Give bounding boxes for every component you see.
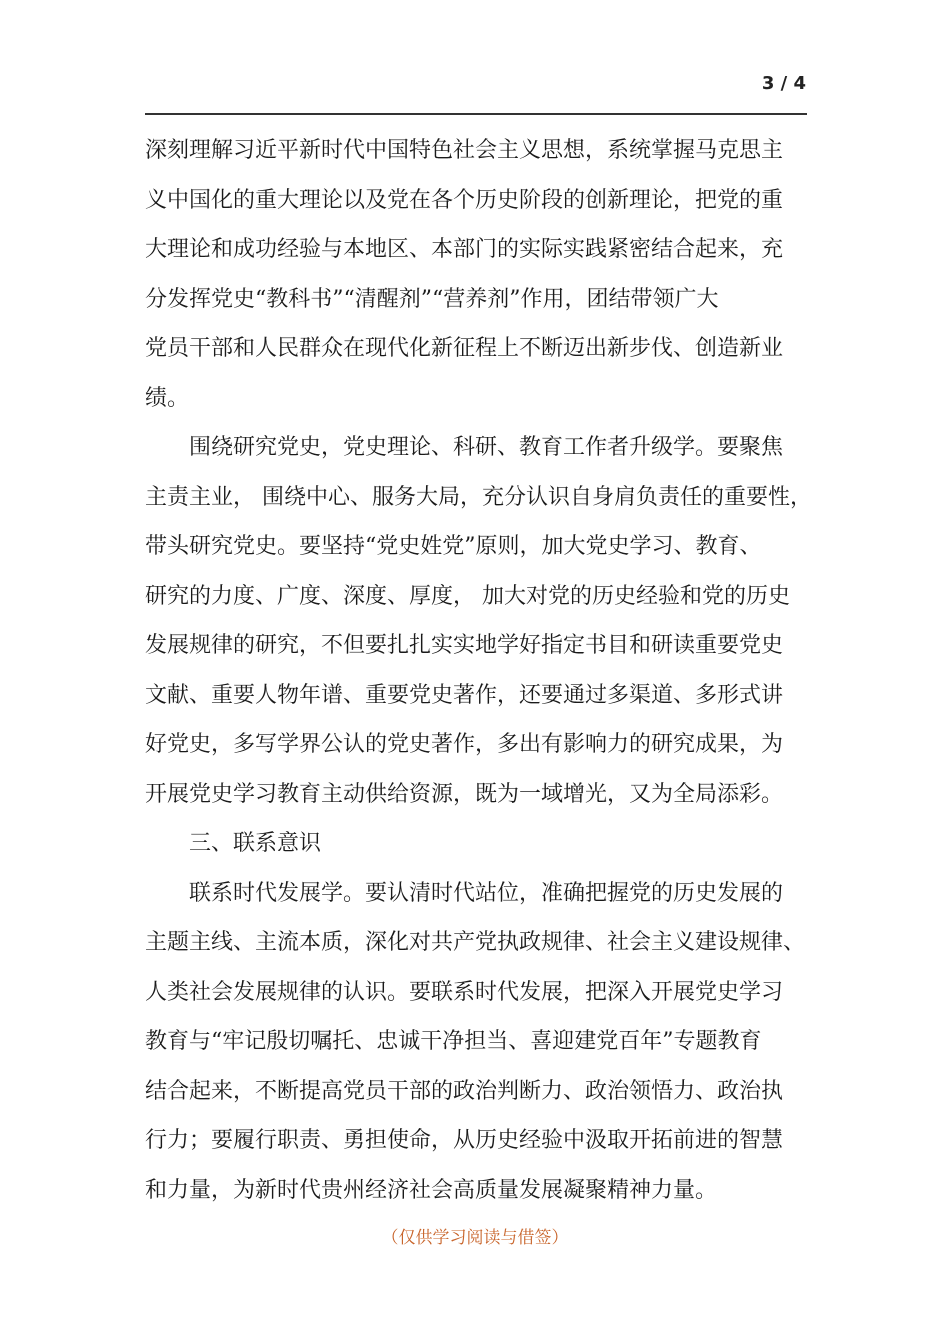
footer-note: （仅供学习阅读与借签） xyxy=(381,1228,569,1248)
text-line: 分发挥党史“教科书”“清醒剂”“营养剂”作用，团结带领广大 xyxy=(145,286,719,312)
text-line: 党员干部和人民群众在现代化新征程上不断迈出新步伐、创造新业 xyxy=(145,336,784,361)
text-line: 围绕研究党史，党史理论、科研、教育工作者升级学。要聚焦 xyxy=(189,435,784,460)
text-line: 研究的力度、广度、深度、厚度， 加大对党的历史经验和党的历史 xyxy=(145,583,790,609)
text-line: 和力量，为新时代贵州经济社会高质量发展凝聚精神力量。 xyxy=(145,1177,718,1203)
text-line: 开展党史学习教育主动供给资源，既为一域增光，又为全局添彩。 xyxy=(145,781,784,807)
text-line: 行力；要履行职责、勇担使命，从历史经验中汲取开拓前进的智慧 xyxy=(145,1128,784,1153)
text-line: 深刻理解习近平新时代中国特色社会主义思想，系统掌握马克思主 xyxy=(145,138,784,163)
page-number: 3 / 4 xyxy=(761,73,806,94)
text-line: 义中国化的重大理论以及党在各个历史阶段的创新理论，把党的重 xyxy=(145,187,784,213)
text-line: 绩。 xyxy=(145,385,190,411)
text-line: 人类社会发展规律的认识。要联系时代发展，把深入开展党史学习 xyxy=(145,979,784,1005)
text-line: 发展规律的研究，不但要扎扎实实地学好指定书目和研读重要党史 xyxy=(145,633,784,658)
text-line: 结合起来，不断提高党员干部的政治判断力、政治领悟力、政治执 xyxy=(145,1078,784,1104)
document-body xyxy=(145,126,821,1215)
text-line: 教育与“牢记殷切嘱托、忠诚干净担当、喜迎建党百年”专题教育 xyxy=(145,1029,762,1054)
text-line: 大理论和成功经验与本地区、本部门的实际实践紧密结合起来，充 xyxy=(145,237,784,262)
text-line: 主题主线、主流本质，深化对共产党执政规律、社会主义建设规律、 xyxy=(145,930,806,955)
text-line: 联系时代发展学。要认清时代站位，准确把握党的历史发展的 xyxy=(189,880,784,906)
text-line: 主责主业， 围绕中心、服务大局，充分认识自身肩负责任的重要性， xyxy=(145,484,812,510)
text-line: 文献、重要人物年谱、重要党史著作，还要通过多渠道、多形式讲 xyxy=(145,682,784,708)
text-line: 好党史，多写学界公认的党史著作，多出有影响力的研究成果，为 xyxy=(145,732,784,757)
text-line: 带头研究党史。要坚持“党史姓党”原则，加大党史学习、教育、 xyxy=(145,534,762,559)
header-divider xyxy=(145,113,807,115)
text-line: 三、联系意识 xyxy=(189,831,322,856)
